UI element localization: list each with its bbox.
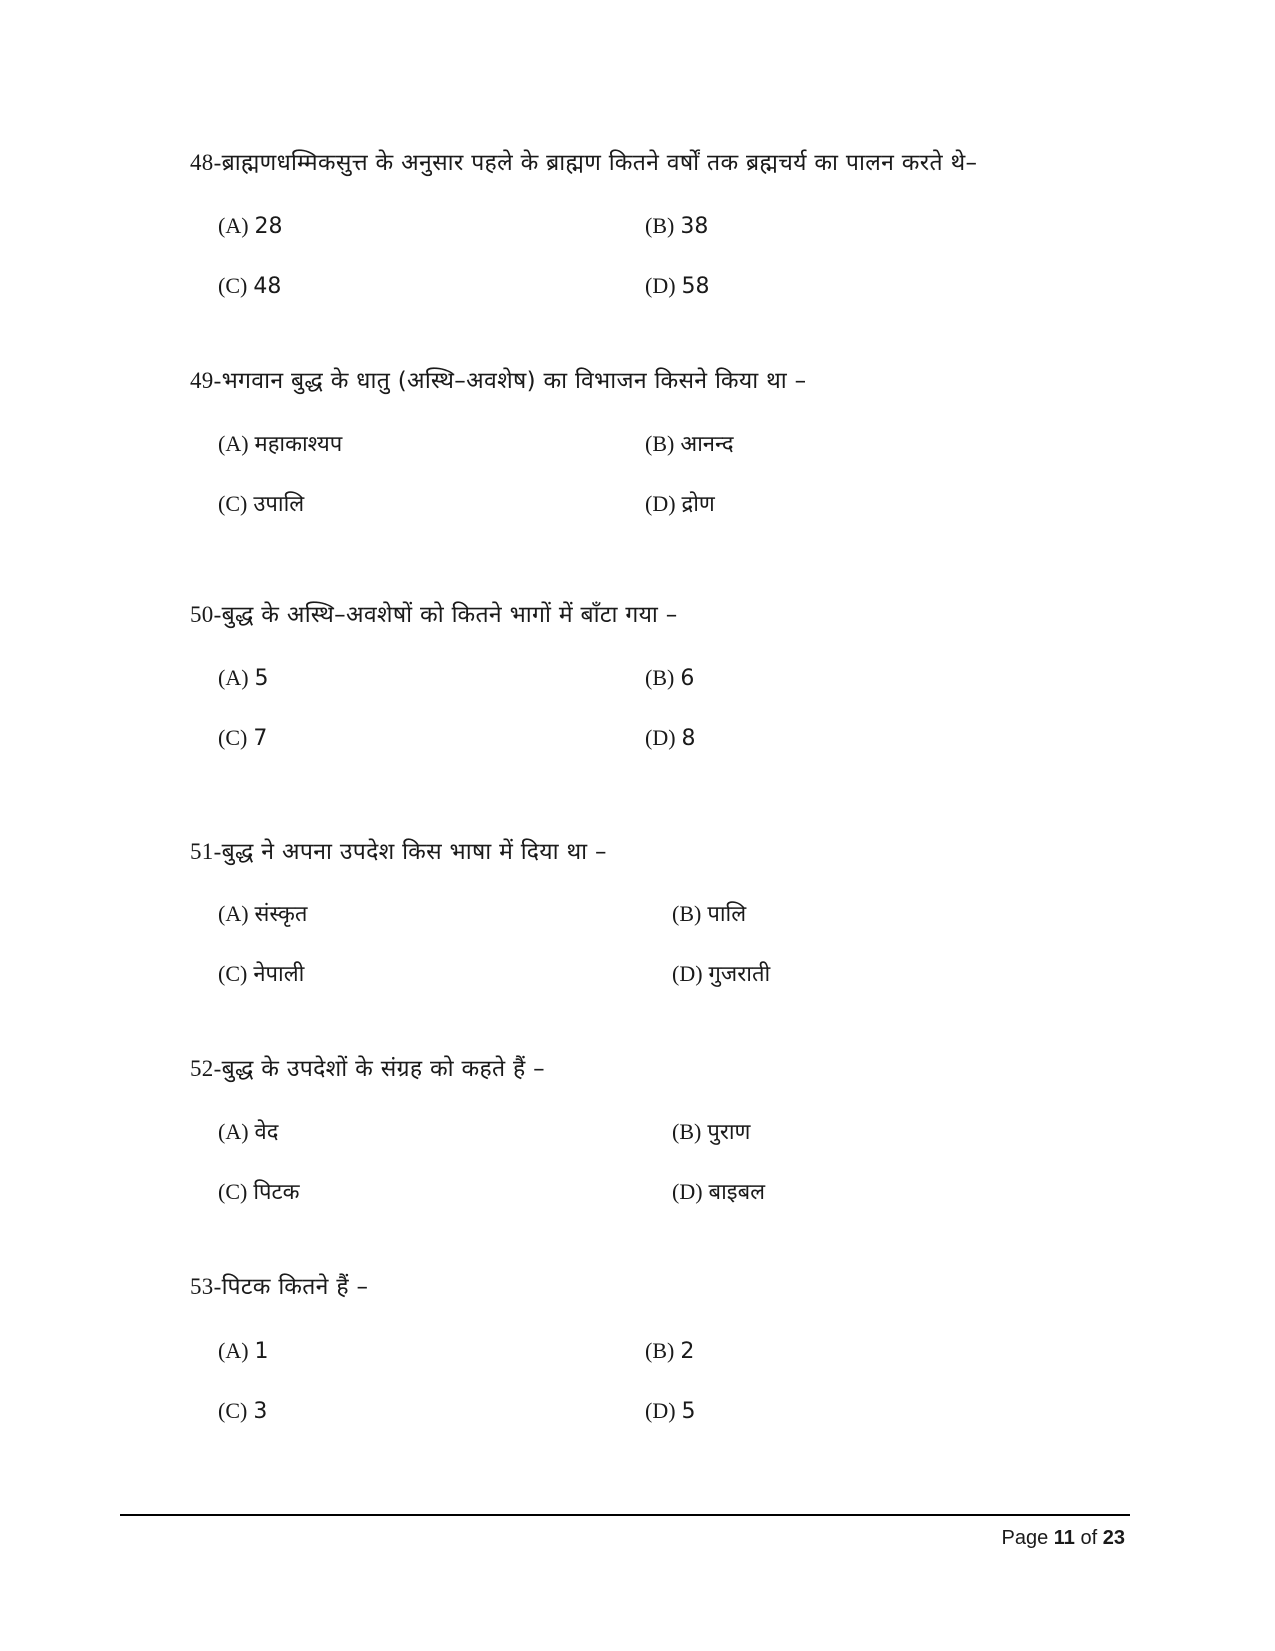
- option-c: [218, 272, 281, 301]
- question-body: पिटक कितने हैं –: [221, 1274, 369, 1300]
- footer-rule: [120, 1514, 1130, 1516]
- option-a: [218, 900, 307, 929]
- option-label: (A): [218, 213, 249, 238]
- option-label: (D): [645, 725, 676, 750]
- question-50: [190, 600, 1150, 630]
- option-label: (C): [218, 273, 248, 298]
- option-d: [672, 1178, 765, 1207]
- option-value: वेद: [254, 1120, 279, 1145]
- option-value: आनन्द: [680, 432, 734, 457]
- option-label: (C): [218, 961, 248, 986]
- option-label: (A): [218, 901, 249, 926]
- option-b: [645, 664, 694, 693]
- option-c: [218, 724, 267, 753]
- option-value: 58: [681, 274, 710, 299]
- question-number: 48-: [190, 150, 222, 175]
- option-d: [645, 490, 715, 519]
- question-text: [190, 600, 1150, 630]
- question-number: 49-: [190, 368, 222, 393]
- question-number: 50-: [190, 602, 222, 627]
- question-48: [190, 148, 1150, 178]
- option-label: (B): [672, 1119, 702, 1144]
- option-label: (C): [218, 1179, 248, 1204]
- option-value: 8: [681, 726, 696, 751]
- question-body: बुद्ध ने अपना उपदेश किस भाषा में दिया था –: [221, 839, 607, 865]
- option-d: [645, 724, 696, 753]
- page-prefix: Page: [1001, 1527, 1049, 1549]
- option-value: संस्कृत: [254, 902, 308, 927]
- option-a: [218, 1118, 278, 1147]
- option-label: (B): [672, 901, 702, 926]
- option-label: (C): [218, 491, 248, 516]
- question-text: [190, 148, 1150, 178]
- question-text: [190, 1272, 1150, 1302]
- option-label: (A): [218, 1338, 249, 1363]
- option-value: 6: [680, 666, 695, 691]
- option-a: [218, 1337, 269, 1366]
- option-value: 3: [253, 1399, 268, 1424]
- option-value: 1: [254, 1339, 269, 1364]
- option-label: (D): [672, 961, 703, 986]
- option-d: [645, 1397, 696, 1426]
- question-body: ब्राह्मणधम्मिकसुत्त के अनुसार पहले के ब्राह्मण कितने वर्षों तक ब्रह्मचर्य का पालन करते थे–: [221, 150, 978, 176]
- option-value: 38: [680, 214, 709, 239]
- option-c: [218, 1178, 300, 1207]
- question-body: बुद्ध के अस्थि–अवशेषों को कितने भागों में बाँटा गया –: [221, 602, 678, 628]
- question-number: 52-: [190, 1056, 222, 1081]
- page-number: [1002, 1527, 1126, 1550]
- option-a: [218, 664, 269, 693]
- page-total: 23: [1102, 1527, 1125, 1549]
- option-d: [645, 272, 710, 301]
- option-label: (B): [645, 665, 675, 690]
- option-value: 2: [680, 1339, 695, 1364]
- option-value: 5: [681, 1399, 696, 1424]
- option-value: पिटक: [253, 1180, 300, 1205]
- option-b: [645, 1337, 694, 1366]
- question-51: [190, 837, 1150, 867]
- option-label: (D): [672, 1179, 703, 1204]
- option-a: [218, 212, 283, 241]
- option-value: बाइबल: [708, 1180, 766, 1205]
- option-value: 28: [254, 214, 283, 239]
- option-label: (A): [218, 665, 249, 690]
- question-text: [190, 1054, 1150, 1084]
- option-value: नेपाली: [253, 962, 305, 987]
- option-value: उपालि: [253, 492, 305, 517]
- option-label: (D): [645, 1398, 676, 1423]
- question-number: 51-: [190, 839, 222, 864]
- option-value: 5: [254, 666, 269, 691]
- option-value: पुराण: [707, 1120, 751, 1145]
- option-label: (C): [218, 1398, 248, 1423]
- option-value: गुजराती: [708, 962, 771, 987]
- option-b: [672, 900, 746, 929]
- option-label: (B): [645, 431, 675, 456]
- option-value: 7: [253, 726, 268, 751]
- option-b: [645, 430, 734, 459]
- option-value: महाकाश्यप: [254, 432, 343, 457]
- option-value: 48: [253, 274, 282, 299]
- question-body: बुद्ध के उपदेशों के संग्रह को कहते हैं –: [221, 1056, 545, 1082]
- option-value: पालि: [707, 902, 747, 927]
- question-52: [190, 1054, 1150, 1084]
- option-label: (A): [218, 431, 249, 456]
- option-b: [672, 1118, 750, 1147]
- option-label: (C): [218, 725, 248, 750]
- option-a: [218, 430, 342, 459]
- option-label: (B): [645, 213, 675, 238]
- option-label: (D): [645, 273, 676, 298]
- question-number: 53-: [190, 1274, 222, 1299]
- option-label: (A): [218, 1119, 249, 1144]
- question-body: भगवान बुद्ध के धातु (अस्थि–अवशेष) का विभाजन किसने किया था –: [221, 368, 807, 394]
- page-current: 11: [1053, 1527, 1075, 1549]
- option-c: [218, 1397, 267, 1426]
- question-text: [190, 366, 1150, 396]
- option-label: (D): [645, 491, 676, 516]
- option-c: [218, 490, 304, 519]
- option-b: [645, 212, 708, 241]
- option-d: [672, 960, 770, 989]
- question-49: [190, 366, 1150, 396]
- question-53: [190, 1272, 1150, 1302]
- question-text: [190, 837, 1150, 867]
- option-label: (B): [645, 1338, 675, 1363]
- option-c: [218, 960, 304, 989]
- page-of: of: [1080, 1527, 1098, 1549]
- option-value: द्रोण: [681, 492, 715, 517]
